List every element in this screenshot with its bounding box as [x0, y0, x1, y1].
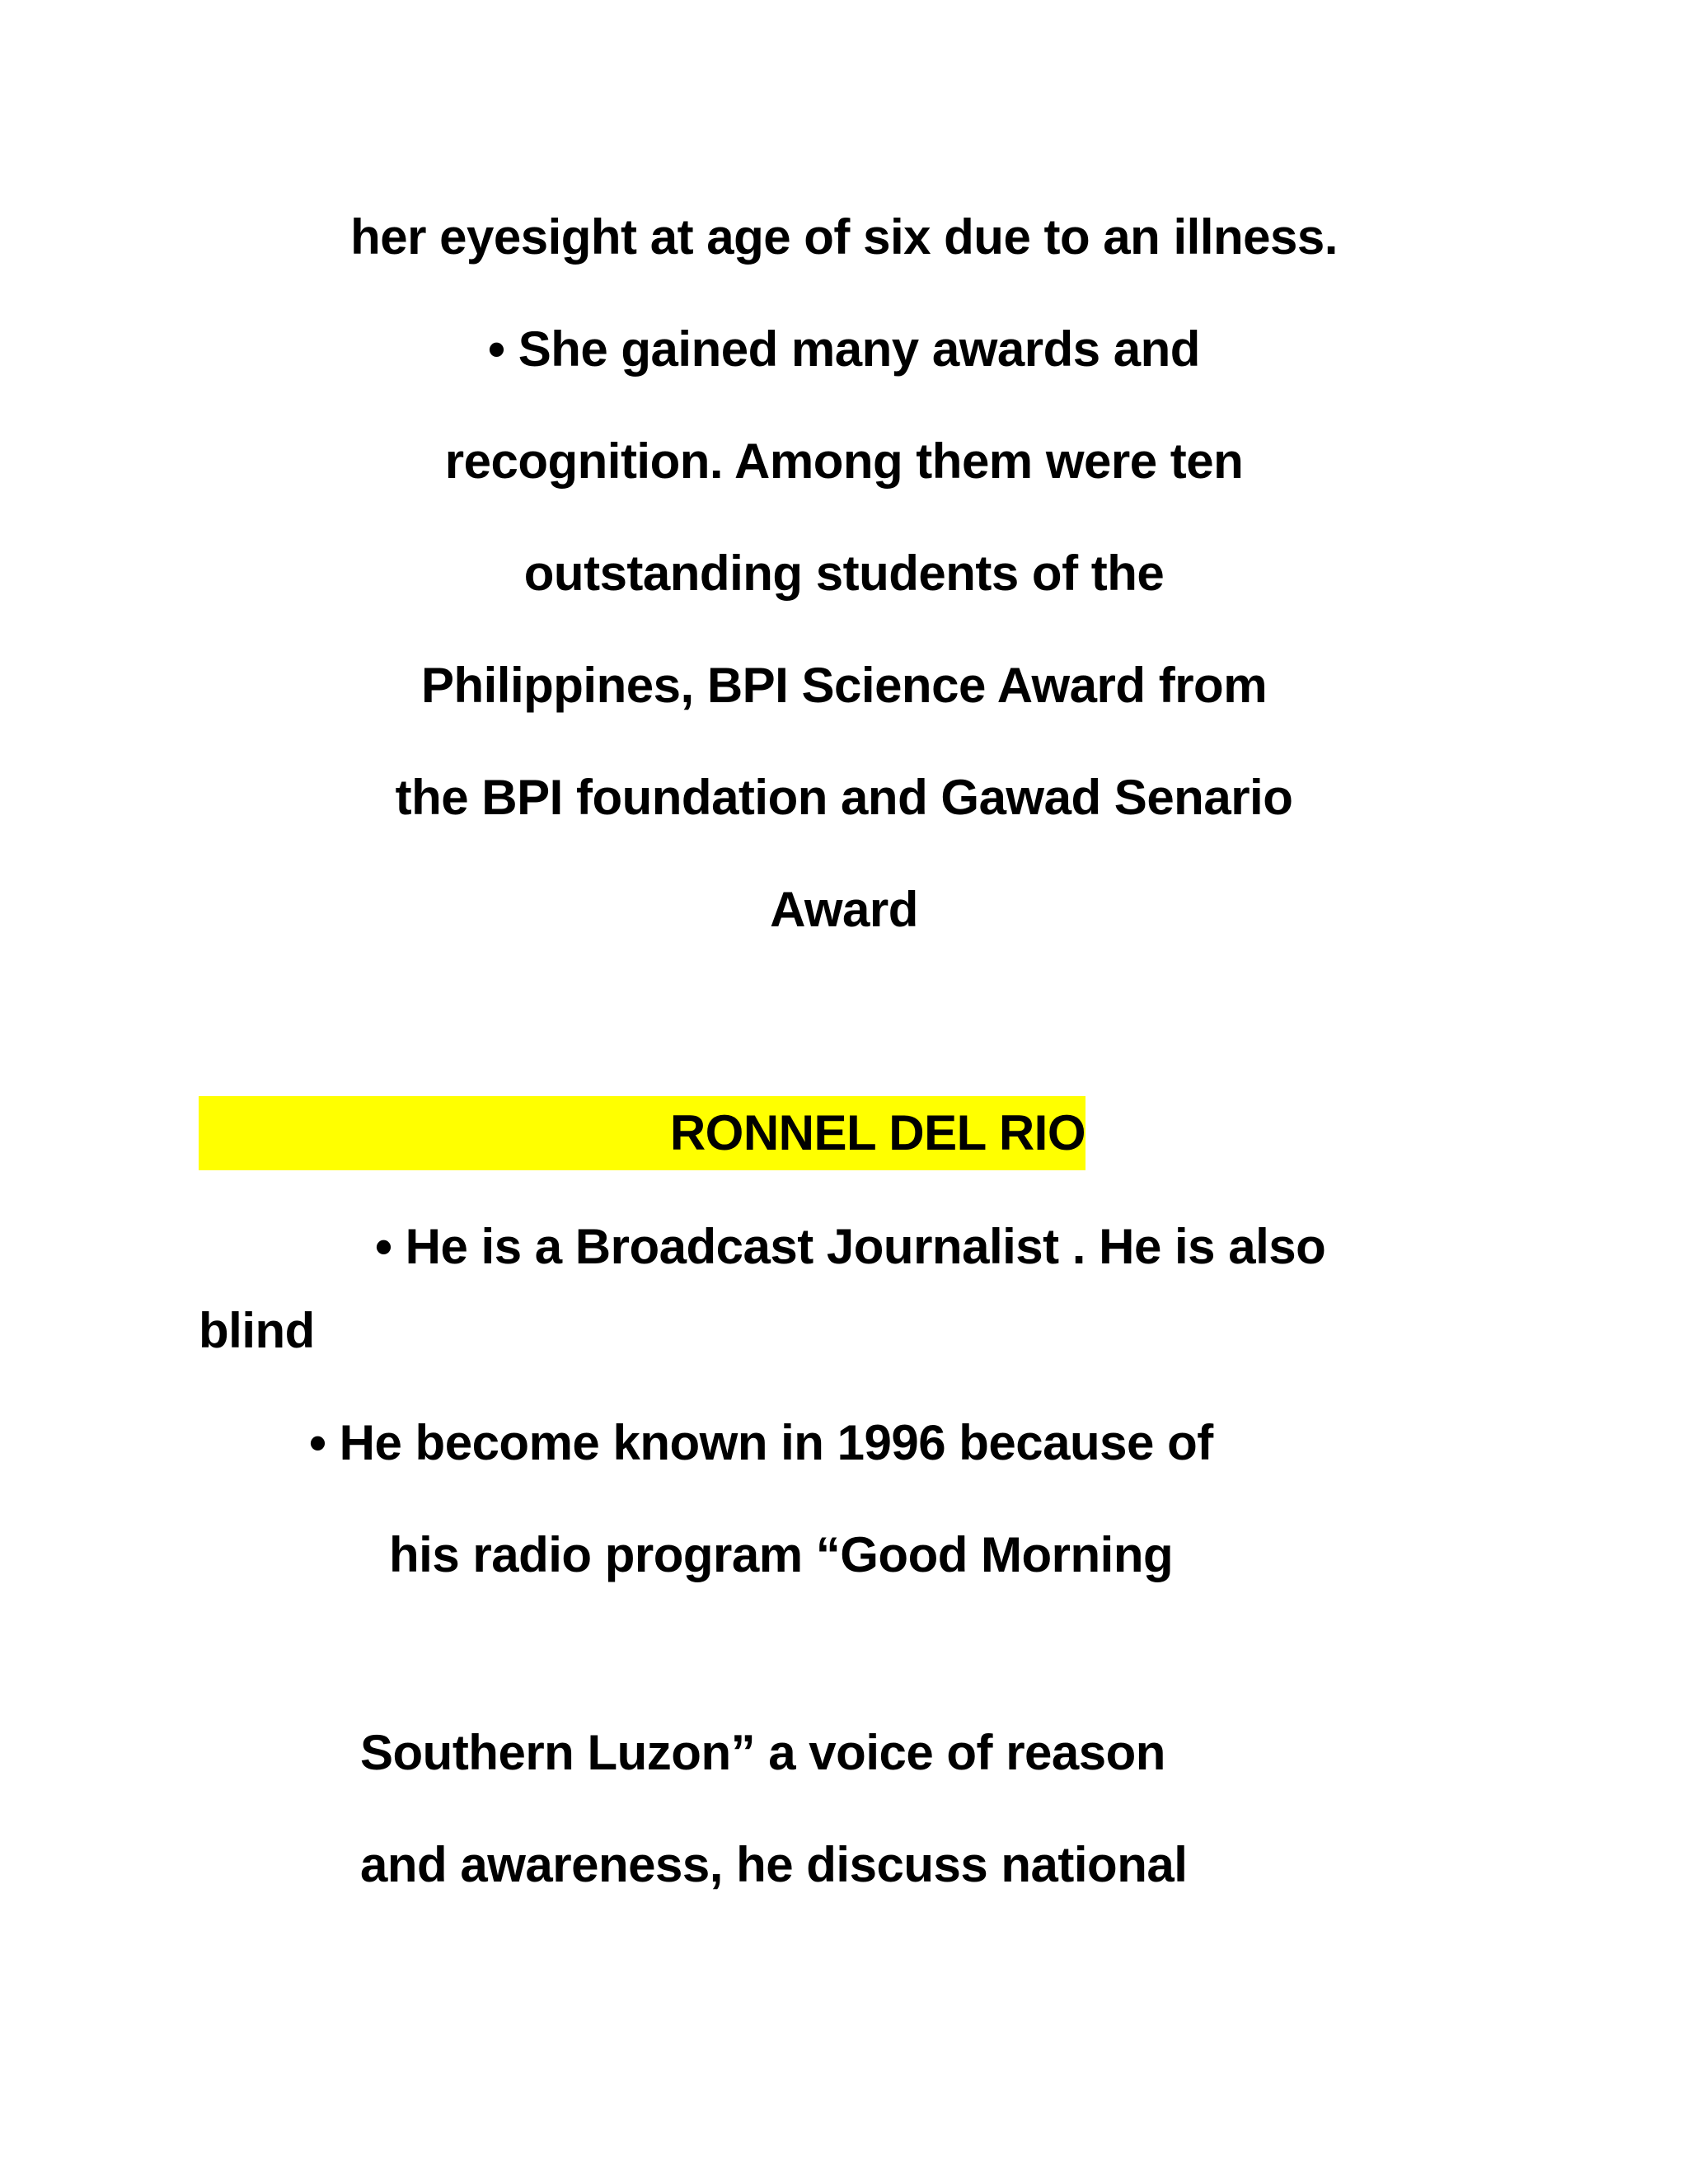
text-line: recognition. Among them were ten: [444, 434, 1244, 489]
bullet-line: • He become known in 1996 because of: [309, 1415, 1213, 1470]
text-line: blind: [199, 1303, 315, 1358]
text-line: Award: [770, 882, 918, 937]
text-line: and awareness, he discuss national: [360, 1837, 1188, 1892]
text-line: outstanding students of the: [523, 546, 1165, 601]
text-line: the BPI foundation and Gawad Senario: [395, 770, 1293, 825]
bullet-line: • She gained many awards and: [488, 321, 1200, 377]
section-heading: RONNEL DEL RIO: [669, 1105, 1085, 1160]
text-line: Philippines, BPI Science Award from: [420, 658, 1268, 713]
text-line: her eyesight at age of six due to an illness.: [350, 209, 1338, 265]
text-line: his radio program “Good Morning: [389, 1527, 1174, 1582]
bullet-line: • He is a Broadcast Journalist . He is also: [375, 1219, 1326, 1274]
text-line: Southern Luzon” a voice of reason: [360, 1725, 1165, 1780]
